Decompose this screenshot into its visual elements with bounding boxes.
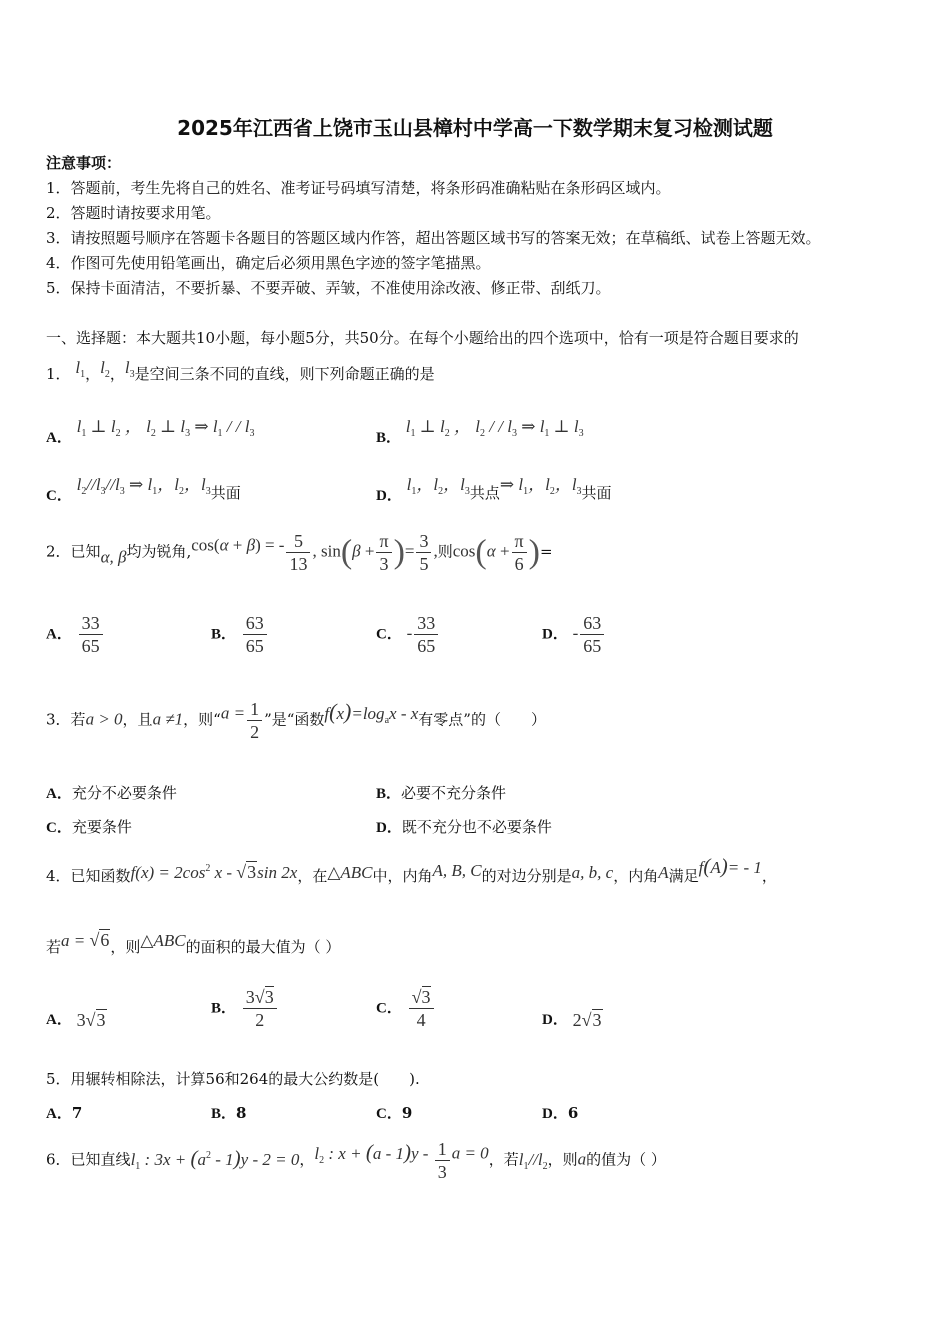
notice-item-5: 5．保持卡面清洁，不要折暴、不要弄破、弄皱，不准使用涂改液、修正带、刮纸刀。 bbox=[46, 279, 611, 297]
math-expr: $l_2//l_3//l_3$ ⇒ $l_1$，$l_2$，$l_3$ bbox=[76, 475, 211, 497]
q2-option-b[interactable] bbox=[211, 612, 269, 657]
question-text: 若 bbox=[46, 938, 62, 956]
paren: ) bbox=[528, 533, 540, 571]
math-expr: a = 0 bbox=[451, 1143, 489, 1163]
math-expr: A bbox=[658, 863, 669, 882]
question-text: 的面积的最大值为（ ） bbox=[185, 938, 341, 956]
question-text: ，则 bbox=[110, 938, 141, 956]
question-text: 是空间三条不同的直线，则下列命题正确的是 bbox=[134, 365, 435, 383]
option-label: D． bbox=[542, 1012, 568, 1028]
question-3 bbox=[46, 698, 546, 743]
question-number: 4． bbox=[46, 867, 71, 885]
page-title: 2025年江西省上饶市玉山县樟村中学高一下数学期末复习检测试题 bbox=[177, 116, 773, 140]
math-expr: a > 0 bbox=[85, 709, 123, 729]
notice-item-2: 2．答题时请按要求用笔。 bbox=[46, 204, 221, 222]
fraction: $\frac{63}{65}$ bbox=[243, 612, 267, 657]
question-number: 2． bbox=[46, 542, 71, 561]
fraction: $\frac{1}{3}$ bbox=[435, 1138, 450, 1183]
question-1: 1． $l_1$，$l_2$，$l_3$是空间三条不同的直线，则下列命题正确的是 bbox=[46, 358, 435, 383]
math-expr: , bbox=[433, 541, 438, 561]
option-text: 充分不必要条件 bbox=[71, 784, 177, 802]
option-label: B． bbox=[376, 786, 402, 802]
notice-item-3: 3．请按照题号顺序在答题卡各题目的答题区域内作答，超出答题区域书写的答案无效；在草稿纸、试卷上答题无效。 bbox=[46, 229, 821, 247]
math-expr: a = √6 bbox=[61, 930, 110, 950]
option-label: A． bbox=[46, 1106, 72, 1122]
math-expr: $l_2$ bbox=[100, 358, 110, 380]
notice-item-4: 4．作图可先使用铅笔画出，确定后必须用黑色字迹的签字笔描黑。 bbox=[46, 254, 491, 272]
option-label: D． bbox=[542, 1106, 568, 1122]
question-number: 3． bbox=[46, 710, 71, 729]
option-label: A． bbox=[46, 626, 72, 643]
option-label: A． bbox=[46, 786, 72, 802]
math-expr: 2√3 bbox=[572, 1010, 602, 1030]
option-text: 共点 bbox=[469, 484, 500, 502]
math-expr: $f(x) = 2\cos^2$ x - √3sin 2x bbox=[130, 862, 298, 882]
math-expr: $l_1$ : $3x + (a^2 - 1)y - 2 = 0$ bbox=[130, 1145, 300, 1172]
math-expr: a ≠1 bbox=[152, 709, 184, 729]
question-text: ，若 bbox=[488, 1150, 519, 1169]
fraction: $\frac{1}{2}$ bbox=[247, 698, 262, 743]
q3-option-d[interactable] bbox=[376, 816, 552, 837]
option-text: 充要条件 bbox=[71, 818, 132, 836]
math-expr: a = bbox=[220, 703, 246, 723]
math-expr: ⇒ $l_1$，$l_2$，$l_3$ bbox=[499, 475, 582, 497]
option-label: B． bbox=[211, 1000, 237, 1017]
math-expr: f(A)= - 1 bbox=[698, 854, 762, 878]
question-text: 已知直线 bbox=[70, 1150, 131, 1169]
notice-heading: 注意事项： bbox=[46, 154, 122, 172]
math-expr: $l_1$ ⊥ $l_2$ ， $l_2$ ⊥ $l_3$ ⇒ $l_1$ / / $l_3$ bbox=[76, 417, 255, 439]
fraction: $\frac{33}{65}$ bbox=[79, 612, 103, 657]
option-label: B． bbox=[211, 1106, 237, 1122]
option-label: B． bbox=[376, 430, 402, 446]
q2-option-a[interactable] bbox=[46, 612, 105, 657]
question-2 bbox=[46, 530, 553, 575]
question-text: 若 bbox=[70, 710, 86, 729]
q4-option-d[interactable] bbox=[542, 1008, 603, 1031]
math-expr: $l_2$ : x + (a - 1)y - bbox=[314, 1139, 433, 1166]
paren: ( bbox=[340, 533, 353, 571]
question-text: 已知函数 bbox=[70, 867, 131, 885]
q3-option-b[interactable] bbox=[376, 782, 506, 803]
question-text: 已知 bbox=[70, 542, 101, 561]
q5-option-c[interactable] bbox=[376, 1102, 412, 1123]
question-4 bbox=[46, 854, 777, 886]
fraction: $\frac{63}{65}$ bbox=[580, 612, 604, 657]
fraction: $\frac{\pi}{6}$ bbox=[512, 530, 527, 575]
question-6 bbox=[46, 1138, 666, 1183]
q4-option-c[interactable] bbox=[376, 986, 436, 1031]
question-text: ，则 bbox=[547, 1150, 578, 1169]
question-5 bbox=[46, 1068, 420, 1089]
option-sign: - bbox=[406, 623, 413, 643]
q1-option-b[interactable] bbox=[376, 412, 584, 447]
math-expr: = bbox=[404, 541, 415, 561]
option-label: C． bbox=[376, 626, 402, 643]
option-text: 8 bbox=[236, 1104, 247, 1122]
math-expr: $f(x)=\log_ax - x$ bbox=[324, 698, 419, 726]
paren: ) bbox=[393, 533, 405, 571]
math-expr: α + bbox=[486, 541, 510, 561]
option-label: A． bbox=[46, 1012, 72, 1028]
math-expr: $l_3$ bbox=[124, 358, 135, 380]
q2-option-c[interactable] bbox=[376, 612, 440, 657]
question-text: 的值为（ ） bbox=[586, 1150, 666, 1169]
question-text: ， bbox=[299, 1150, 315, 1169]
question-text: 则 bbox=[437, 542, 453, 561]
math-expr: a, b, c bbox=[571, 863, 614, 882]
option-label: A． bbox=[46, 430, 72, 446]
fraction: $\frac{33}{65}$ bbox=[414, 612, 438, 657]
question-text: 用辗转相除法，计算56和264的最大公约数是( ). bbox=[70, 1070, 420, 1088]
math-expr: a bbox=[577, 1149, 587, 1169]
q5-option-b[interactable] bbox=[211, 1102, 246, 1123]
question-text: ，则“ bbox=[183, 710, 221, 729]
option-label: D． bbox=[542, 626, 568, 643]
question-text: ，且 bbox=[122, 710, 153, 729]
option-text: 既不充分也不必要条件 bbox=[401, 818, 552, 836]
math-expr: $l_1$，$l_2$，$l_3$ bbox=[406, 475, 470, 497]
q1-option-c[interactable] bbox=[46, 470, 241, 505]
math-expr: β + bbox=[352, 541, 375, 561]
option-text: 共面 bbox=[210, 484, 241, 502]
option-sign: - bbox=[572, 623, 579, 643]
section-heading: 一、选择题：本大题共10小题，每小题5分，共50分。在每个小题给出的四个选项中，恰有一项是符合题目要求的 bbox=[46, 329, 799, 347]
q3-option-a[interactable] bbox=[46, 782, 177, 803]
q5-option-d[interactable] bbox=[542, 1102, 578, 1123]
question-text: ， bbox=[761, 867, 777, 885]
question-text: ”是“函数 bbox=[264, 710, 325, 729]
math-expr: A, B, C bbox=[432, 861, 482, 880]
question-number: 1． bbox=[46, 365, 71, 383]
option-label: D． bbox=[376, 488, 402, 504]
option-text: 9 bbox=[401, 1104, 413, 1122]
fraction: $\frac{\pi}{3}$ bbox=[376, 530, 391, 575]
q1-option-d[interactable] bbox=[376, 470, 612, 505]
fraction: $\frac{√3}{4}$ bbox=[409, 986, 434, 1031]
option-label: B． bbox=[211, 626, 237, 643]
math-expr: 3√3 bbox=[76, 1010, 106, 1030]
fraction: $\frac{3}{5}$ bbox=[416, 530, 431, 575]
q4-option-a[interactable] bbox=[46, 1008, 107, 1031]
question-number: 6． bbox=[46, 1150, 71, 1169]
math-expr: cos bbox=[452, 541, 476, 561]
fraction: $\frac{3√3}{2}$ bbox=[243, 986, 277, 1031]
question-4-line-2 bbox=[46, 930, 340, 957]
question-text: ，内角 bbox=[613, 867, 659, 885]
option-label: C． bbox=[376, 1106, 402, 1122]
math-expr: $l_1$ ⊥ $l_2$ ， $l_2$ / / $l_3$ ⇒ $l_1$ ⊥ $l_3$ bbox=[405, 417, 584, 439]
q1-option-a[interactable] bbox=[46, 412, 254, 447]
question-text: ，在 bbox=[297, 867, 328, 885]
paren: ( bbox=[475, 533, 487, 571]
question-text: 中，内角 bbox=[372, 867, 433, 885]
option-text: 7 bbox=[71, 1104, 83, 1122]
option-text: 共面 bbox=[581, 484, 612, 502]
question-text: 满足 bbox=[668, 867, 699, 885]
option-label: C． bbox=[46, 820, 72, 836]
question-number: 5． bbox=[46, 1070, 71, 1088]
question-text: 有零点”的（ ） bbox=[418, 710, 546, 729]
option-label: D． bbox=[376, 820, 402, 836]
q2-option-d[interactable] bbox=[542, 612, 606, 657]
math-expr: cos(α + β) = - bbox=[191, 535, 285, 555]
q4-option-b[interactable] bbox=[211, 986, 279, 1031]
q5-option-a[interactable] bbox=[46, 1102, 82, 1123]
q3-option-c[interactable] bbox=[46, 816, 132, 837]
math-expr: △ABC bbox=[140, 931, 186, 950]
fraction: $\frac{5}{13}$ bbox=[286, 530, 310, 575]
math-expr: α, β bbox=[100, 547, 127, 567]
math-expr: $l_1$ bbox=[75, 358, 86, 380]
notice-item-1: 1．答题前，考生先将自己的姓名、准考证号码填写清楚，将条形码准确粘贴在条形码区域内。 bbox=[46, 179, 671, 197]
option-text: 必要不充分条件 bbox=[401, 784, 507, 802]
question-text: 的对边分别是 bbox=[481, 867, 572, 885]
question-text: = bbox=[539, 542, 553, 561]
option-label: C． bbox=[46, 488, 72, 504]
question-text: 均为锐角, bbox=[126, 542, 192, 561]
option-label: C． bbox=[376, 1000, 402, 1017]
math-expr: $l_1//l_2$ bbox=[518, 1149, 548, 1172]
math-expr: △ABC bbox=[327, 863, 373, 882]
option-text: 6 bbox=[567, 1104, 579, 1122]
math-expr: , sin bbox=[312, 541, 341, 561]
